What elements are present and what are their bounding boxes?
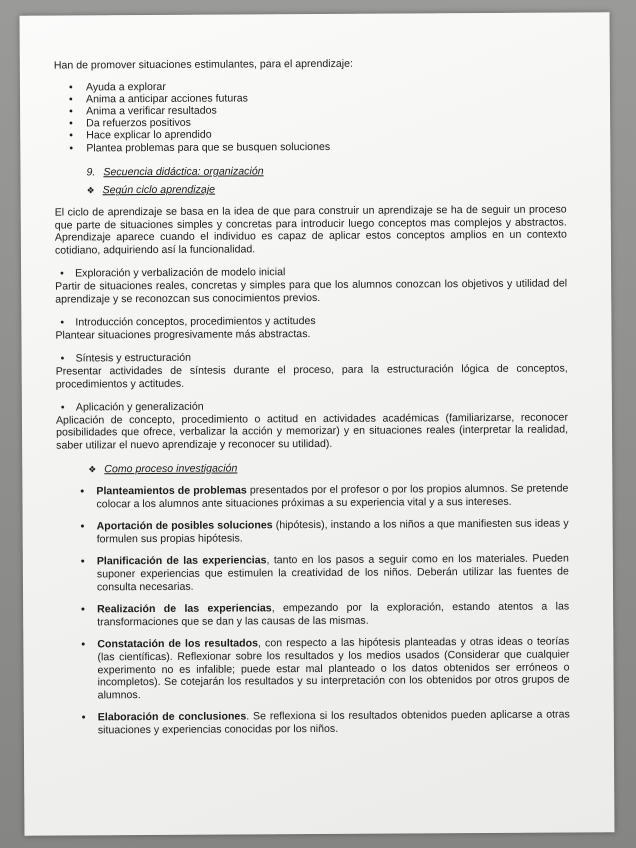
subsection-heading-investigation xyxy=(88,460,568,476)
step-title: Planificación de las experiencias xyxy=(96,554,267,568)
phase-block xyxy=(56,399,568,453)
list-item xyxy=(58,709,570,737)
phase-text: Partir de situaciones reales, concretas y simples para que los alumnos conozcan los objetivos y utilidad del aprendizaje y se reconozcan sus conocimientos previos. xyxy=(55,277,568,306)
step-title: Planteamientos de problemas xyxy=(96,484,247,498)
step-text: presentados por el profesor o por los propios alumnos. Se pretende colocar a los alumnos ante situaciones próximas a su experiencia vital y a sus intereses. xyxy=(96,482,569,511)
list-item: • Plantea problemas para que se busquen soluciones xyxy=(54,139,566,154)
step-text: (hipótesis), instando a los niños a que manifiesten sus ideas y formulen sus propias hipótesis. xyxy=(96,517,569,546)
subsection-title: Como proceso investigación xyxy=(104,461,238,475)
step-text: , con respecto a las hipótesis planteadas y otras ideas o teorías (las científicas). Reflexionar sobre los resultados y los medios usados (Considerar que cualquier experimento no es infalible; puede estar mal planteado o los datos obtenidos ser erróneos o incompletos). Se cotejarán los resultados y su interpretación con los obtenidos por otros grupos de alumnos. xyxy=(97,635,570,702)
paper-sheet xyxy=(20,12,615,836)
subsection-heading-cycle xyxy=(87,182,567,198)
phase-text: Aplicación de concepto, procedimiento o actitud en actividades académicas (familiarizarse, reconocer posibilidades que ofrece, verbalizar la acción y memorizar) y en situaciones reales (interpretar la realidad, saber utilizar el nuevo aprendizaje y reconocer su utilidad). xyxy=(55,411,569,452)
diamond-bullet-icon: ❖ xyxy=(88,463,97,474)
phase-title: • Exploración y verbalización de modelo inicial xyxy=(55,265,567,281)
list-item: • Ayuda a explorar xyxy=(54,78,566,93)
step-title: Constatación de los resultados xyxy=(97,637,259,651)
list-item xyxy=(57,553,569,594)
list-item: • Hace explicar lo aprendido xyxy=(54,127,566,142)
step-text: , empezando por la exploración, estando atentos a las transformaciones que se dan y las causas de las mismas. xyxy=(97,600,570,629)
intro-list xyxy=(54,78,566,154)
step-text: , tanto en los pasos a seguir como en los materiales. Pueden suponer experiencias que estimulen la creatividad de los niños. Deberán utilizar las fuentes de consulta necesarias. xyxy=(96,552,569,594)
intro-text: Han de promover situaciones estimulantes, para el aprendizaje: xyxy=(53,57,353,72)
section-heading xyxy=(86,163,566,179)
list-item xyxy=(57,518,569,546)
step-title: Realización de las experiencias xyxy=(97,602,272,616)
list-item xyxy=(56,483,568,511)
section-number: 9. xyxy=(86,166,96,179)
investigation-list xyxy=(56,483,570,738)
phase-block xyxy=(55,265,567,306)
list-item xyxy=(57,601,569,629)
page-content xyxy=(54,56,570,747)
list-item: • Anima a anticipar acciones futuras xyxy=(54,90,566,105)
list-item: • Da refuerzos positivos xyxy=(54,115,566,130)
list-item: • Anima a verificar resultados xyxy=(54,102,566,117)
phase-text: Plantear situaciones progresivamente más abstractas. xyxy=(55,327,311,342)
phase-block xyxy=(56,350,568,391)
list-item xyxy=(57,636,569,702)
section-title: Secuencia didáctica: organización xyxy=(103,165,264,179)
cycle-paragraph: El ciclo de aprendizaje se basa en la idea de que para construir un aprendizaje se ha de seguir un proceso que parte de situaciones simples y concretas para introducir luego conceptos mas complejos y abstractos. Aprendizaje aparece cuando el individuo es capaz de aplicar estos conceptos amplios en un contexto cotidiano, adquiriendo así la funcionalidad. xyxy=(54,203,567,257)
step-text: . Se reflexiona si los resultados obtenidos pueden aplicarse a otras situaciones y experiencias conocidas por los niños. xyxy=(97,708,570,737)
phase-title: • Introducción conceptos, procedimientos y actitudes xyxy=(55,314,567,330)
phase-title: • Aplicación y generalización xyxy=(56,399,568,415)
phase-text: Presentar actividades de síntesis durante el proceso, para la estructuración lógica de conceptos, procedimientos y actitudes. xyxy=(55,362,568,391)
step-title: Elaboración de conclusiones xyxy=(97,710,247,724)
subsection-title: Según ciclo aprendizaje xyxy=(102,184,216,197)
step-title: Aportación de posibles soluciones xyxy=(96,519,273,533)
phase-block xyxy=(55,314,567,342)
diamond-bullet-icon: ❖ xyxy=(86,185,95,196)
phase-title: • Síntesis y estructuración xyxy=(56,350,568,366)
